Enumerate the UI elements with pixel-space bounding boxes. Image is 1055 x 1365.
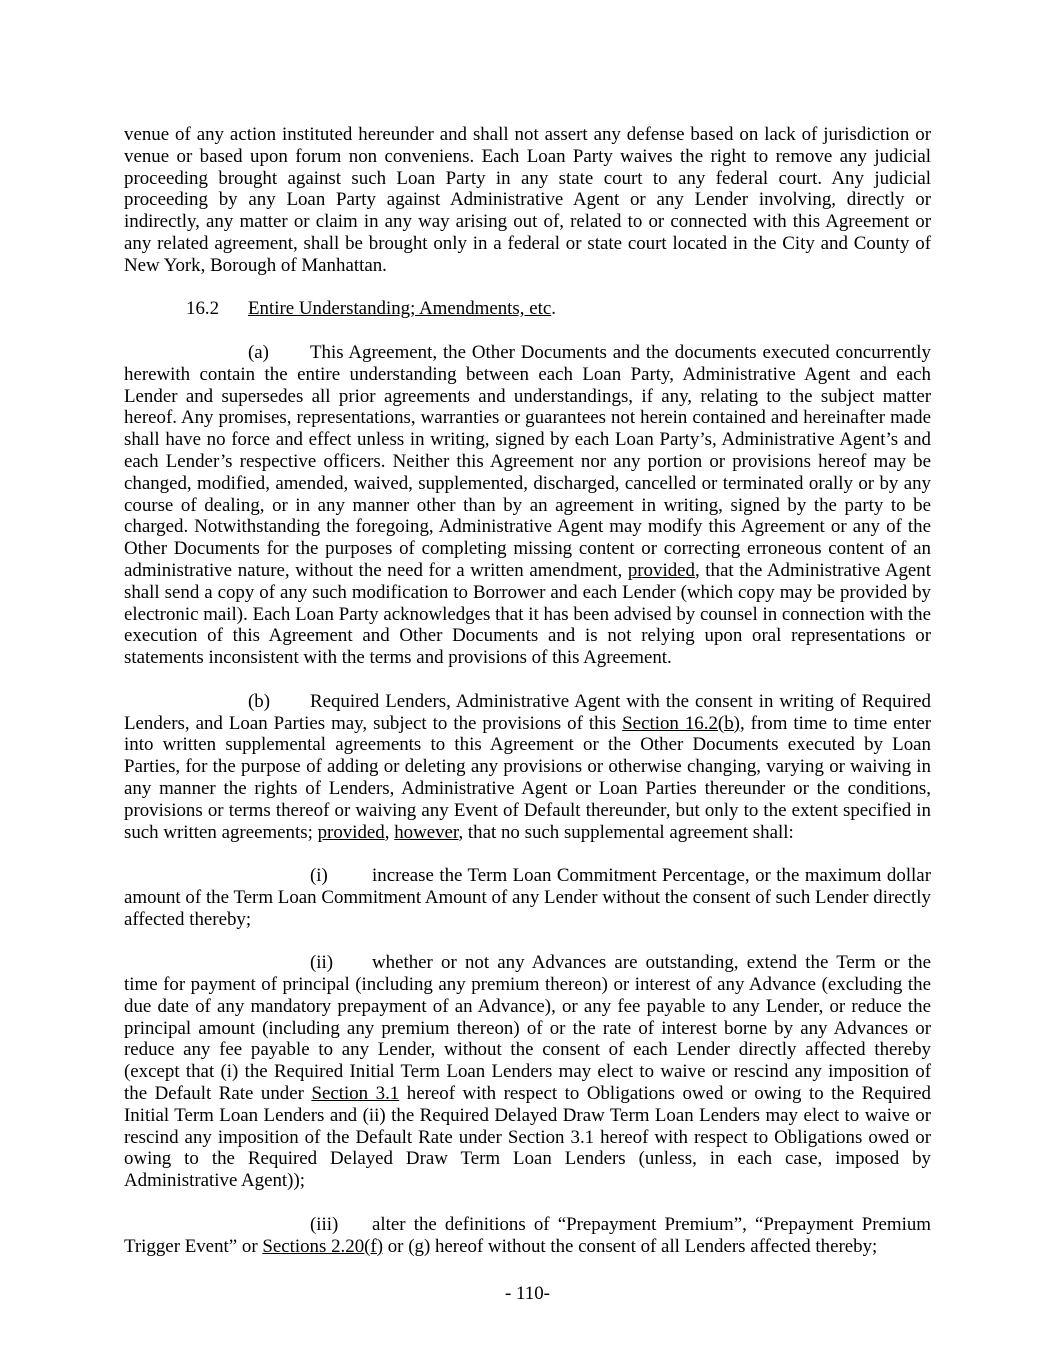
clause-iii-text-1: alter the definitions of “Prepayment Premium”, “Prepayment Premium Trigger Event” or	[124, 1213, 931, 1257]
subsection-b-text-3: , that no such supplemental agreement shall:	[458, 821, 794, 843]
clause-i-label: (i)	[310, 865, 328, 887]
clause-i	[124, 865, 931, 930]
clause-iii	[124, 1214, 931, 1258]
subsection-b	[124, 691, 931, 844]
clause-ii-text-2: hereof with respect to Obligations owed or owing to the Required Initial Term Loan Lenders and (ii) the Required Delayed Draw Term Loan Lenders may elect to waive or rescind any imposition of the Default Rate under Section 3.1 hereof with respect to Obligations owed or owing to the Required Delayed Draw Term Loan Lenders (unless, in each case, imposed by Administrative Agent));	[124, 1083, 931, 1192]
subsection-b-provided: provided	[317, 821, 385, 843]
subsection-a-text-2: , that the Administrative Agent shall send a copy of any such modification to Borrower and each Lender (which copy may be provided by electronic mail). Each Loan Party acknowledges that it has been advised by counsel in connection with the execution of this Agreement and Other Documents and is not relying upon oral representations or statements inconsistent with the terms and provisions of this Agreement.	[124, 559, 931, 669]
clause-iii-section-ref-2: (g)	[408, 1235, 431, 1257]
section-number: 16.2	[186, 298, 220, 320]
subsection-a-text-1: This Agreement, the Other Documents and the documents executed concurrently herewith contain the entire understanding between each Loan Party, Administrative Agent and each Lender and supersedes all prior agreements and understandings, if any, relating to the subject matter hereof. Any promises, representations, warranties or guarantees not herein contained and hereinafter made shall have no force and effect unless in writing, signed by each Loan Party’s, Administrative Agent’s and each Lender’s respective officers. Neither this Agreement nor any portion or provisions hereof may be changed, modified, amended, waived, supplemented, discharged, cancelled or terminated orally or by any course of dealing, or in any manner other than by an agreement in writing, signed by the party to be charged. Notwithstanding the foregoing, Administrative Agent may modify this Agreement or any of the Other Documents for the purposes of completing missing content or correcting erroneous content of an administrative nature, without the need for a written amendment,	[124, 341, 931, 581]
venue-paragraph-text: venue of any action instituted hereunder and shall not assert any defense based on lack of jurisdiction or venue or based upon forum non conveniens. Each Loan Party waives the right to remove any judicial proceeding brought against such Loan Party in any state court to any federal court. Any judicial proceeding by any Loan Party against Administrative Agent or any Lender involving, directly or indirectly, any matter or claim in any way arising out of, related to or connected with this Agreement or any related agreement, shall be brought only in a federal or state court located in the City and County of New York, Borough of Manhattan.	[124, 124, 931, 276]
clause-ii-label: (ii)	[310, 952, 334, 974]
clause-ii	[124, 952, 931, 1192]
clause-iii-section-ref-1: Sections 2.20(f)	[262, 1235, 384, 1257]
section-heading-16-2	[124, 298, 931, 320]
subsection-a	[124, 342, 931, 669]
subsection-b-label: (b)	[248, 690, 271, 712]
clause-ii-section-ref: Section 3.1	[311, 1083, 400, 1105]
clause-i-text: increase the Term Loan Commitment Percentage, or the maximum dollar amount of the Term Loan Commitment Amount of any Lender without the consent of such Lender directly affected thereby;	[124, 865, 931, 930]
clause-iii-text-2: or	[383, 1235, 409, 1257]
subsection-b-separator: ,	[384, 821, 395, 843]
clause-iii-label: (iii)	[310, 1213, 339, 1235]
subsection-b-text-1: Required Lenders, Administrative Agent with the consent in writing of Required Lenders, and Loan Parties may, subject to the provisions of this	[124, 690, 931, 734]
clause-iii-text-3: hereof without the consent of all Lenders affected thereby;	[430, 1235, 878, 1257]
subsection-b-however: however	[394, 821, 459, 843]
subsection-a-provided: provided	[627, 559, 695, 581]
venue-paragraph	[124, 124, 931, 277]
subsection-b-text-2: , from time to time enter into written supplemental agreements to this Agreement or the Other Documents executed by Loan Parties, for the purpose of adding or deleting any provisions or otherwise changing, varying or waiving in any manner the rights of Lenders, Administrative Agent or Loan Parties thereunder or the conditions, provisions or terms thereof or waiving any Event of Default thereunder, but only to the extent specified in such written agreements;	[124, 712, 931, 843]
clause-ii-text-1: whether or not any Advances are outstanding, extend the Term or the time for payment of principal (including any premium thereon) or interest of any Advance (excluding the due date of any mandatory prepayment of an Advance), or any fee payable to any Lender, or reduce the principal amount (including any premium thereon) of or the rate of interest borne by any Advances or reduce any fee payable to any Lender, without the consent of each Lender directly affected thereby (except that (i) the Required Initial Term Loan Lenders may elect to waive or rescind any imposition of the Default Rate under	[124, 952, 931, 1105]
subsection-a-label: (a)	[248, 341, 269, 363]
subsection-b-section-ref: Section 16.2(b)	[622, 712, 740, 734]
page-number: - 110-	[505, 1283, 550, 1304]
section-title-period: .	[551, 298, 556, 320]
page-body	[124, 124, 931, 1279]
section-title: Entire Understanding; Amendments, etc	[248, 298, 552, 320]
